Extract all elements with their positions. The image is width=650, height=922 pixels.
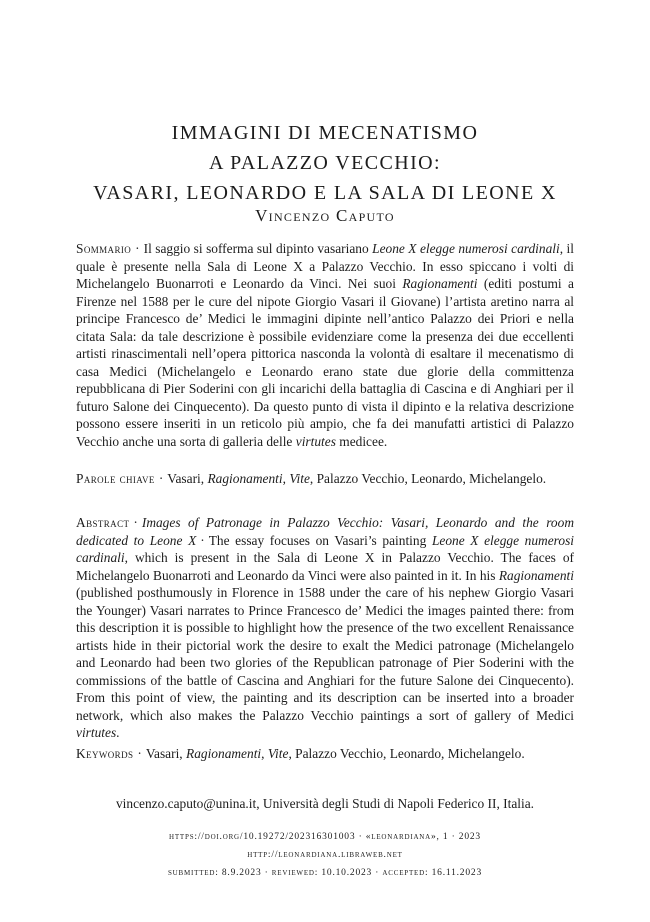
italic-term: Vite <box>267 746 289 761</box>
text: , Palazzo Vecchio, Leonardo, Michelangelo. <box>288 746 525 761</box>
italic-term: Ragionamenti <box>186 746 262 761</box>
english-title: Images of Patronage in Palazzo Vecchio: Vasari, Leonardo and the room dedicated to Leone X <box>76 515 574 548</box>
italic-title: Ragionamenti <box>402 276 478 291</box>
separator: · <box>133 515 138 530</box>
sommario-label: Sommario <box>76 241 132 256</box>
text: , <box>261 746 265 761</box>
text: (published posthumously in Florence in 1588 under the care of his nephew Giorgio Vasari the Younger) Vasari narrates to Prince Francesco de’ Medici the images painted there: from this description it is possible to highlight how the presence of the two excellent Renaissance artists hide in their pictorial work the desire to exalt the Medici patronage (Michelangelo and Leonardo had been two glories of the Republican patronage of Pier Soderini with the commissions of the battle of Cascina and Anghiari for the future Salone dei Cinquecento). From this point of view, the painting and its description can be inserted into a broader network, which also makes the Palazzo Vecchio paintings a sort of gallery of Medici <box>76 585 574 723</box>
journal-url: http://leonardiana.libraweb.net <box>247 850 403 860</box>
abstract-paragraph <box>76 514 574 742</box>
italic-term: Vite <box>289 471 310 486</box>
title-line-1: IMMAGINI DI MECENATISMO <box>171 122 479 144</box>
submission-dates: submitted: 8.9.2023 · reviewed: 10.10.2023 · accepted: 16.11.2023 <box>167 868 483 878</box>
separator: · <box>200 532 205 548</box>
keywords-paragraph <box>76 745 574 763</box>
text: , Palazzo Vecchio, Leonardo, Michelangelo. <box>309 471 547 486</box>
author-name: Vincenzo Caputo <box>255 206 395 225</box>
italic-title: Ragionamenti <box>498 567 574 583</box>
text: (editi postumi a Firenze nel 1588 per le cure del nipote Giorgio Vasari il Giovane) l’artista aretino narra al principe Francesco de’ Medici le immagini dipinte nell’antico Palazzo dei Priori e nella citata Sala: da tale descrizione è possibile evidenziare come la presenza dei due eccellenti artisti rinascimentali nell’opera pittorica nasconda la volontà di esaltare il mecenatismo di casa Medici (Michelangelo e Leonardo erano state due glorie della committenza repubblicana di Pier Soderini con gli incarichi della battaglia di Cascina e di Anghiari per il futuro Salone dei Cinquecento). Da questo punto di vista il dipinto e la relativa descrizione possono essere inseriti in un reticolo più ampio, che fa dei manufatti artistici di Palazzo Vecchio anche una sorta di galleria delle <box>76 276 574 449</box>
keywords-label: Keywords <box>76 746 134 761</box>
separator: · <box>135 241 140 256</box>
title-line-2: A PALAZZO VECCHIO: <box>209 152 441 174</box>
abstract-label: Abstract <box>76 515 130 530</box>
italic-title: Leone X elegge numerosi cardinali <box>372 241 560 256</box>
italic-term: virtutes <box>76 725 117 740</box>
separator: · <box>158 471 164 486</box>
text: Vasari, <box>145 746 183 761</box>
article-title <box>0 118 650 208</box>
italic-term: Ragionamenti <box>207 471 283 486</box>
text: medicee. <box>339 433 388 449</box>
sommario-paragraph <box>76 240 574 450</box>
separator: · <box>137 746 142 761</box>
text: , <box>282 471 286 486</box>
italic-term: virtutes <box>295 433 336 449</box>
title-line-3: VASARI, LEONARDO E LA SALA DI LEONE X <box>93 182 557 204</box>
text: The essay focuses on Vasari’s painting <box>208 532 427 548</box>
doi-line: https://doi.org/10.19272/202316301003 · «leonardiana», 1 · 2023 <box>169 832 481 842</box>
text: Vasari, <box>167 471 205 486</box>
italic-title: Leone X elegge numerosi cardinali <box>76 532 575 565</box>
text: , il quale è presente nella Sala di Leone X a Palazzo Vecchio. In esso spiccano i volti di Michelangelo Buonarroti e Leonardo da Vinci. Nei suoi <box>76 241 574 291</box>
parole-chiave-paragraph <box>76 470 574 488</box>
text: . <box>116 725 120 740</box>
text: , which is present in the Sala di Leone X in Palazzo Vecchio. The faces of Michelangelo Buonarroti and Leonardo da Vinci were also painted in it. In his <box>76 550 574 583</box>
text: Il saggio si sofferma sul dipinto vasariano <box>143 241 369 256</box>
author-affiliation: vincenzo.caputo@unina.it, Università degli Studi di Napoli Federico II, Italia. <box>115 796 535 811</box>
parole-chiave-label: Parole chiave <box>76 471 155 486</box>
